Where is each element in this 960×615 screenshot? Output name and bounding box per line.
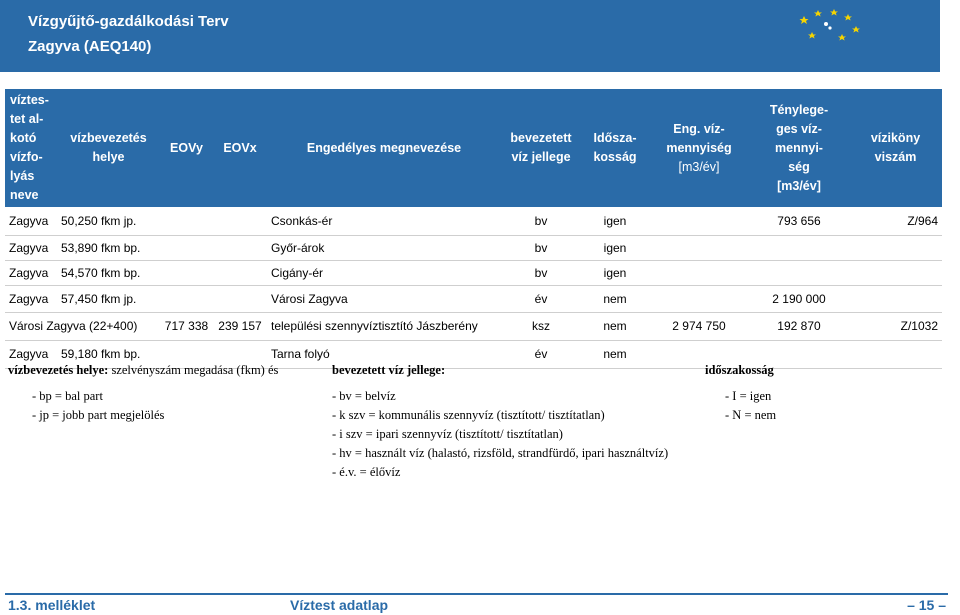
table-row: Városi Zagyva (22+400) 717 338 239 157 települési szennyvíztisztító Jászberény ksz nem 2 974 750 192 870 Z/1032	[5, 312, 942, 340]
table-row: Zagyva 50,250 fkm jp. Csonkás-ér bv igen 793 656 Z/964	[5, 207, 942, 235]
footer-divider	[5, 593, 948, 595]
legend-location: vízbevezetés helye: szelvényszám megadása (fkm) és - bp = bal part - jp = jobb part megjelölés	[8, 363, 279, 422]
page-subtitle: Zagyva (AEQ140)	[28, 38, 152, 55]
col-header-licensed-volume: Eng. víz- mennyiség [m3/év]	[649, 89, 749, 207]
footer-annex: 1.3. melléklet	[8, 597, 96, 613]
table-row: Zagyva 54,570 fkm bp. Cigány-ér bv igen	[5, 260, 942, 285]
col-header-eovy: EOVy	[160, 89, 213, 207]
table-row: Zagyva 59,180 fkm bp. Tarna folyó év nem	[5, 340, 942, 368]
col-header-actual-volume: Ténylege- ges víz- mennyi- ség [m3/év]	[749, 89, 849, 207]
table-header-row	[5, 89, 942, 207]
col-header-licensee: Engedélyes megnevezése	[267, 89, 501, 207]
col-header-eovx: EOVx	[213, 89, 267, 207]
table-row: Zagyva 53,890 fkm bp. Győr-árok bv igen	[5, 235, 942, 260]
legend-water-type: bevezetett víz jellege: - bv = belvíz - k szv = kommunális szennyvíz (tisztított/ tisztítatlan) - i szv = ipari szennyvíz (tisztított/ tisztítatlan) - hv = használt víz (halastó, rizsföld, strandfürdő, ipari használtvíz) - é.v. = élővíz	[332, 363, 669, 479]
col-header-periodicity: Idősza- kosság	[581, 89, 649, 207]
table-row: Zagyva 57,450 fkm jp. Városi Zagyva év nem 2 190 000	[5, 285, 942, 312]
legend-periodicity: időszakosság - I = igen - N = nem	[705, 363, 777, 422]
col-header-registry: víziköny viszám	[849, 89, 942, 207]
footer-doc-title: Víztest adatlap	[290, 597, 389, 613]
page-title: Vízgyűjtő-gazdálkodási Terv	[28, 13, 229, 30]
col-header-location: vízbevezetés helye	[57, 89, 160, 207]
footer-page-number: – 15 –	[907, 597, 946, 613]
eu-stars-logo-icon	[790, 6, 870, 46]
col-header-water-body: víztes- tet al- kotó vízfo- lyás neve	[5, 89, 57, 207]
header-bar	[0, 0, 940, 72]
col-header-water-type: bevezetett víz jellege	[501, 89, 581, 207]
discharge-table	[5, 89, 942, 369]
page-footer	[0, 585, 960, 615]
